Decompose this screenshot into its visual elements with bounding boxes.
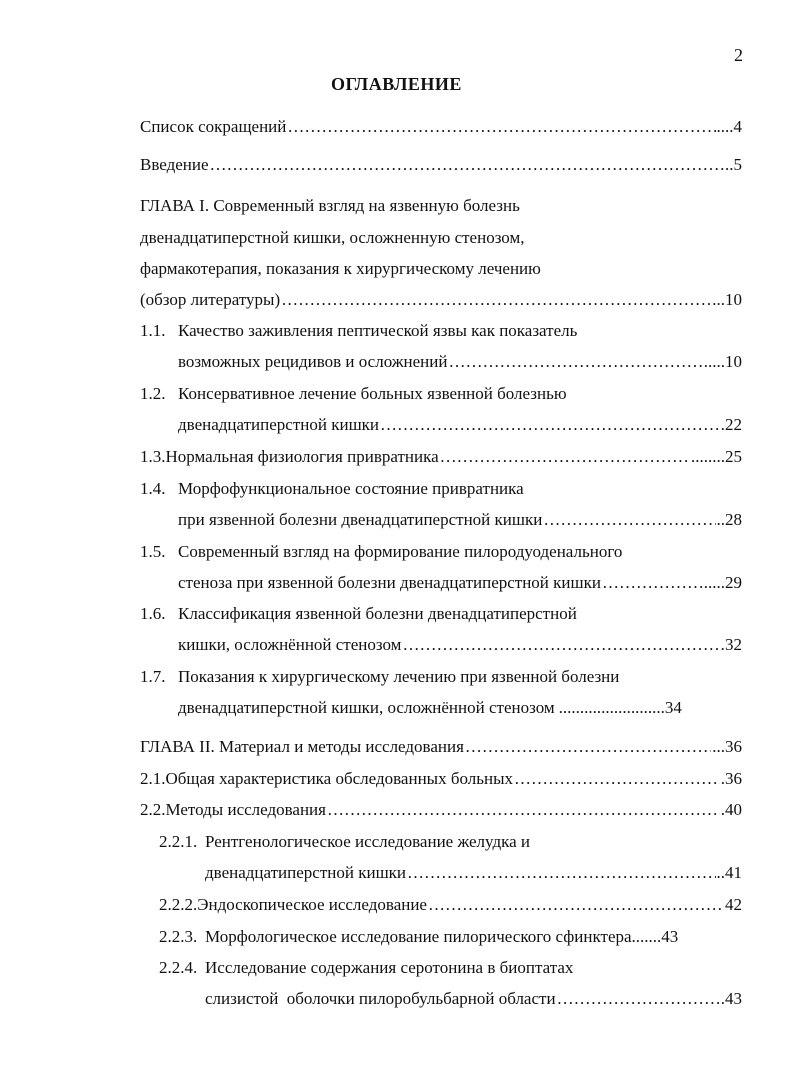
toc-entry-text: возможных рецидивов и осложнений (178, 352, 448, 371)
toc-entry-text: двенадцатиперстной кишки (178, 415, 380, 434)
toc-leader-dots (407, 862, 715, 884)
toc-entry-text: Общая характеристика обследованных больных (165, 769, 514, 788)
toc-section-number: 1.3. (140, 447, 166, 466)
toc-entry-page: 32 (725, 635, 742, 654)
toc-entry-text: Исследование содержания серотонина в биоптатах (205, 958, 574, 977)
toc-leader-dots (287, 116, 715, 138)
toc-section-number: 1.1. (140, 321, 166, 340)
toc-leader-dots (210, 154, 724, 176)
toc-entry-text: Качество заживления пептической язвы как показатель (178, 321, 578, 340)
toc-entry-page: .......43 (631, 927, 679, 946)
toc-entry-page: ..5 (725, 155, 742, 174)
toc-entry-page: .........................34 (558, 698, 682, 717)
toc-entry-introduction (140, 154, 742, 176)
toc-entry-text: Консервативное лечение больных язвенной болезнью (178, 384, 567, 403)
toc-entry-text: Показания к хирургическому лечению при язвенной болезни (178, 667, 620, 686)
toc-entry-page: ........25 (691, 447, 742, 466)
toc-section-number: 2.2.1. (159, 832, 198, 851)
toc-subsection-2-2-4-line-2 (205, 988, 742, 1010)
toc-subsection-2-2-4-line-1 (159, 957, 573, 979)
toc-section-number: 1.4. (140, 479, 166, 498)
toc-section-1-5-line-1 (140, 541, 622, 563)
toc-chapter-1-last-line (140, 289, 742, 311)
toc-entry-text: Рентгенологическое исследование желудка и (205, 832, 530, 851)
toc-entry-text: двенадцатиперстной кишки (205, 863, 407, 882)
toc-subsection-2-2-1-line-1 (159, 831, 530, 853)
toc-section-number: 1.2. (140, 384, 166, 403)
toc-entry-text: Методы исследования (165, 800, 326, 819)
toc-section-number: 2.2.3. (159, 927, 198, 946)
toc-section-1-5-line-2 (178, 572, 742, 594)
toc-chapter-1-line-1: ГЛАВА I. Современный взгляд на язвенную болезнь (140, 196, 520, 215)
toc-section-1-3 (140, 446, 742, 468)
toc-entry-page: .36 (720, 769, 742, 788)
toc-section-1-7-line-1 (140, 666, 619, 688)
toc-entry-text: Нормальная физиология привратника (165, 447, 439, 466)
toc-entry-text: Введение (140, 155, 209, 174)
toc-entry-text: Список сокращений (140, 117, 287, 136)
toc-entry-page: .....29 (703, 573, 742, 592)
toc-entry-text: Морфофункциональное состояние привратника (178, 479, 524, 498)
toc-section-2-1 (140, 768, 742, 790)
toc-entry-text: кишки, осложнённой стенозом (178, 635, 402, 654)
toc-section-number: 2.1. (140, 769, 166, 788)
toc-section-number: 2.2. (140, 800, 166, 819)
toc-section-number: 1.7. (140, 667, 166, 686)
toc-entry-page: ..41 (716, 863, 742, 882)
toc-leader-dots (465, 736, 711, 758)
toc-entry-text: при язвенной болезни двенадцатиперстной кишки (178, 510, 543, 529)
toc-chapter-2 (140, 736, 742, 758)
toc-leader-dots (448, 351, 702, 373)
toc-subsection-2-2-2 (159, 894, 742, 916)
toc-section-1-4-line-1 (140, 478, 524, 500)
toc-chapter-1-line-2: двенадцатиперстной кишки, осложненную стенозом, (140, 228, 525, 247)
toc-entry-page: 22 (725, 415, 742, 434)
toc-leader-dots (380, 414, 724, 436)
toc-section-1-7-line-2 (178, 697, 742, 719)
toc-section-1-4-line-2 (178, 509, 742, 531)
toc-entry-page: .....10 (703, 352, 742, 371)
toc-section-2-2 (140, 799, 742, 821)
toc-leader-dots (514, 768, 720, 790)
toc-leader-dots (440, 446, 690, 468)
toc-leader-dots (557, 988, 720, 1010)
toc-section-number: 1.6. (140, 604, 166, 623)
toc-entry-text: Классификация язвенной болезни двенадцатиперстной (178, 604, 577, 623)
toc-entry-text: Эндоскопическое исследование (197, 895, 427, 914)
toc-section-1-2-line-2 (178, 414, 742, 436)
toc-entry-text: Современный взгляд на формирование пилородуоденального (178, 542, 623, 561)
toc-section-1-6-line-2 (178, 634, 742, 656)
toc-entry-text: (обзор литературы) (140, 290, 281, 309)
toc-leader-dots (602, 572, 703, 594)
toc-entry-text: стеноза при язвенной болезни двенадцатиперстной кишки (178, 573, 601, 592)
toc-entry-page: .40 (720, 800, 742, 819)
toc-entry-page: ....4 (716, 117, 742, 136)
toc-leader-dots (428, 894, 724, 916)
toc-leader-dots (281, 289, 711, 311)
toc-subsection-2-2-3 (159, 926, 742, 948)
toc-leader-dots (402, 634, 724, 656)
toc-entry-text: слизистой оболочки пилоробульбарной области (205, 989, 556, 1008)
toc-leader-dots (543, 509, 715, 531)
toc-entry-page: 42 (725, 895, 742, 914)
toc-entry-abbreviations (140, 116, 742, 138)
page-number: 2 (734, 45, 743, 65)
toc-leader-dots (327, 799, 720, 821)
toc-section-1-2-line-1 (140, 383, 567, 405)
toc-entry-text: ГЛАВА II. Материал и методы исследования (140, 737, 464, 756)
toc-section-1-1-line-2 (178, 351, 742, 373)
toc-section-number: 2.2.2. (159, 895, 198, 914)
toc-entry-page: ..28 (716, 510, 742, 529)
toc-entry-text: Морфологическое исследование пилорического сфинктера (205, 927, 632, 946)
toc-section-number: 1.5. (140, 542, 166, 561)
toc-entry-text: двенадцатиперстной кишки, осложнённой стенозом (178, 698, 555, 717)
toc-entry-page: .43 (720, 989, 742, 1008)
toc-entry-page: ...10 (712, 290, 742, 309)
toc-chapter-1-line-3: фармакотерапия, показания к хирургическому лечению (140, 259, 541, 278)
toc-section-number: 2.2.4. (159, 958, 198, 977)
page-title: ОГЛАВЛЕНИЕ (331, 74, 462, 94)
toc-section-1-1-line-1 (140, 320, 577, 342)
toc-section-1-6-line-1 (140, 603, 577, 625)
toc-subsection-2-2-1-line-2 (205, 862, 742, 884)
toc-entry-page: ...36 (712, 737, 742, 756)
